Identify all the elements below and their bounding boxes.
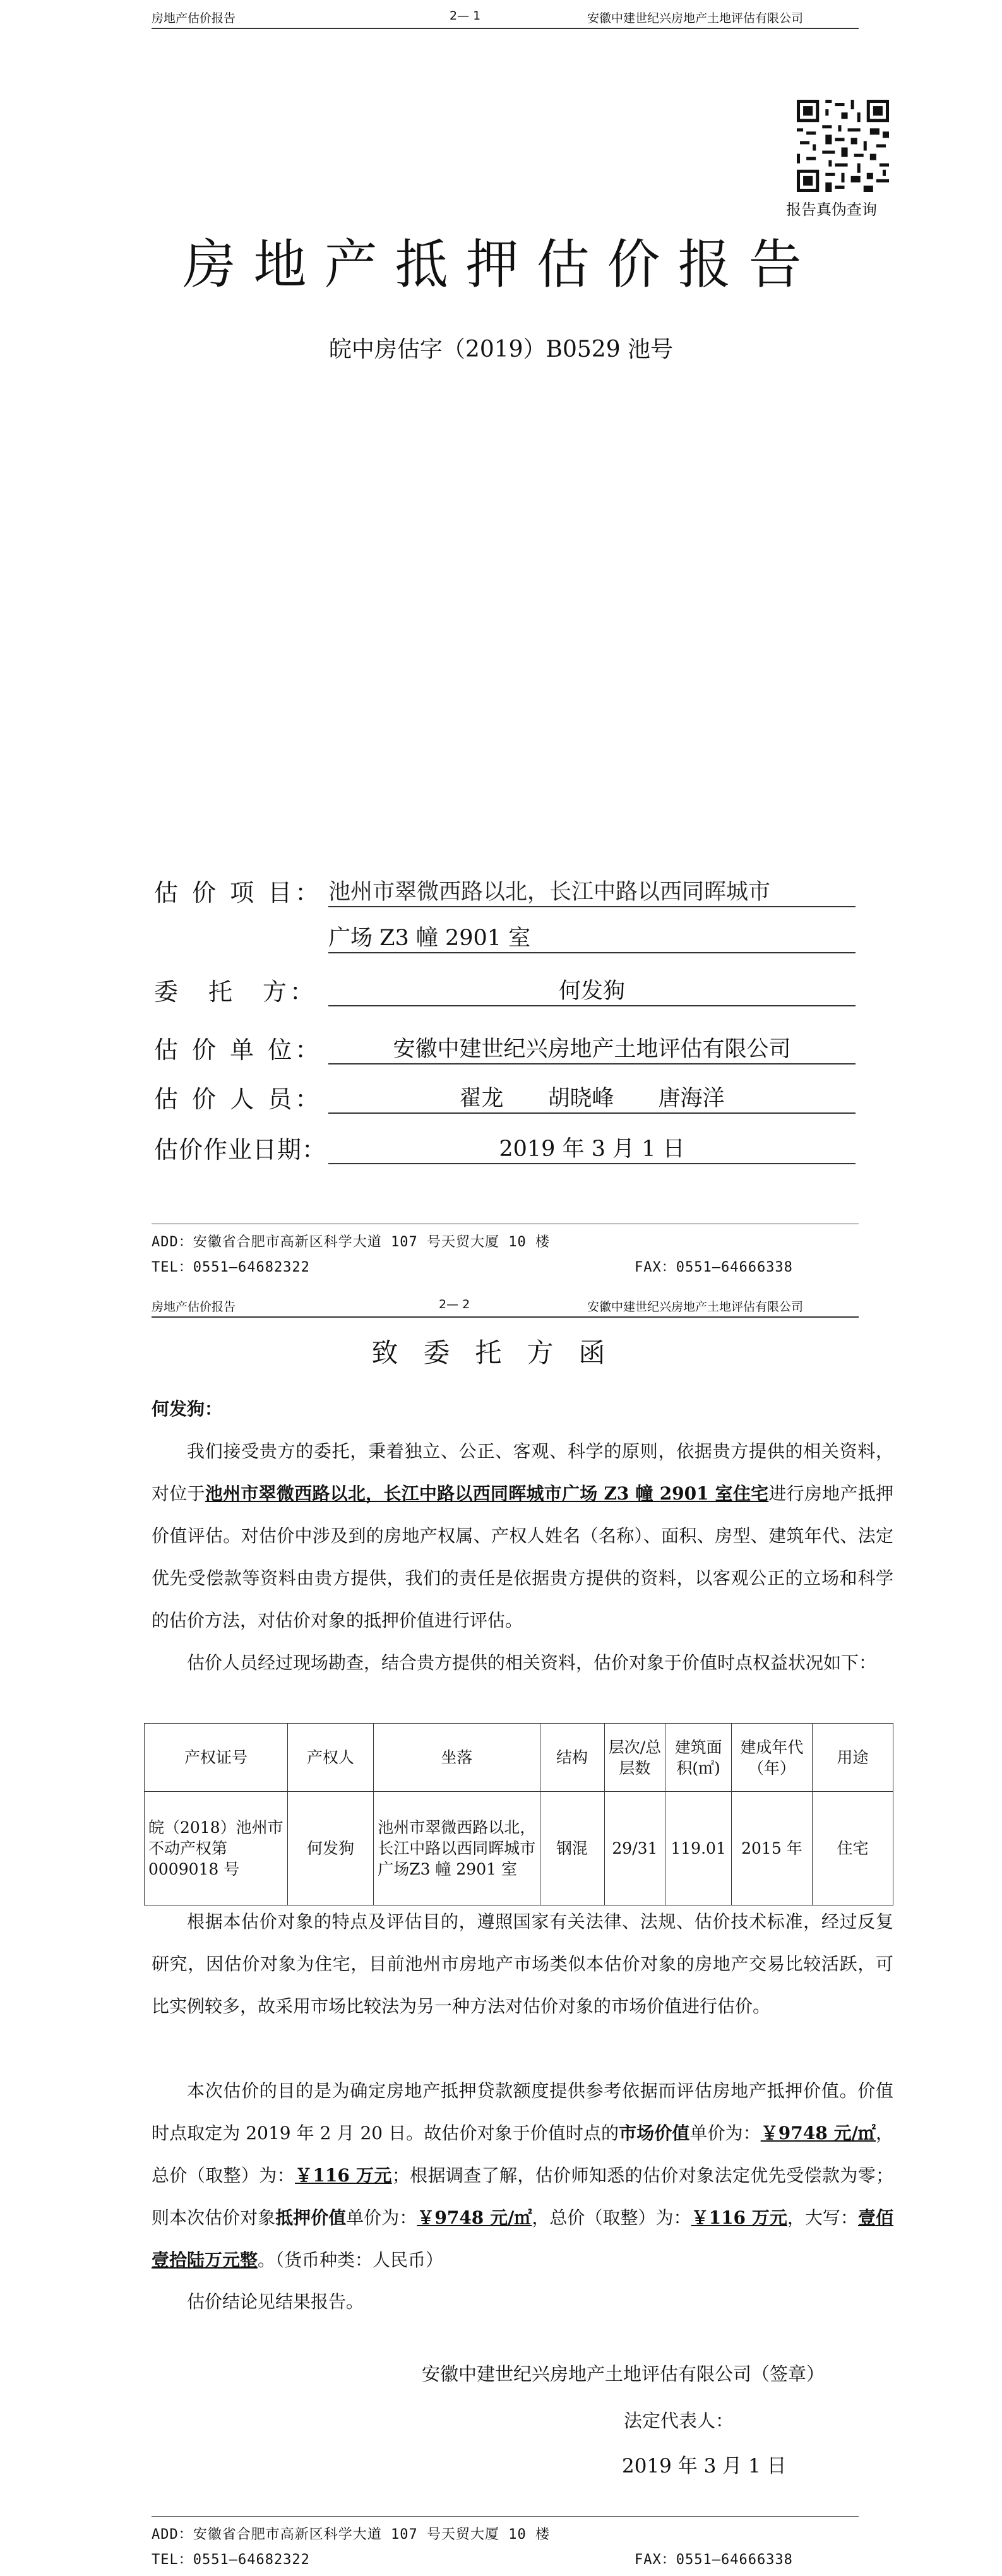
paragraph-3: 根据本估价对象的特点及评估目的，遵照国家有关法律、法规、估价技术标准，经过反复研究，因估价对象为住宅，目前池州市房地产市场类似本估价对象的房地产交易比较活跃，可比实例较多，故采用市场比较法为另一种方法对估价对象的市场价值进行估价。 — [152, 1911, 893, 2017]
footer-address: ADD：安徽省合肥市高新区科学大道 107 号天贸大厦 10 楼 — [152, 1234, 550, 1250]
field-label-appraiser-unit: 估 价 单 位： — [154, 1036, 323, 1064]
property-address: 池州市翠微西路以北，长江中路以西同晖城市广场 Z3 幢 2901 室住宅 — [205, 1483, 769, 1504]
market-total-price: ￥116 万元 — [295, 2165, 392, 2186]
report-title: 房地产抵押估价报告 — [182, 234, 820, 295]
header-right: 安徽中建世纪兴房地产土地评估有限公司 — [587, 1300, 804, 1314]
footer-fax: FAX：0551—64666338 — [635, 2552, 793, 2568]
field-label-appraisers: 估 价 人 员： — [154, 1085, 323, 1113]
signature-company: 安徽中建世纪兴房地产土地评估有限公司（签章） — [422, 2363, 825, 2385]
market-unit-price: ￥9748 元/㎡ — [760, 2123, 876, 2144]
mortgage-unit-price: ￥9748 元/㎡ — [417, 2207, 532, 2228]
table-header-row: 产权证号 产权人 坐落 结构 层次/总层数 建筑面积(㎡) 建成年代（年） 用途 — [145, 1724, 893, 1792]
amount-in-words: 壹佰壹拾陆万元整 — [152, 2207, 893, 2270]
footer-rule — [152, 2516, 859, 2517]
document-number: 皖中房估字（2019）B0529 池号 — [328, 337, 674, 362]
field-value-client: 何发狗 — [328, 974, 856, 1006]
field-label-work-date: 估价作业日期： — [154, 1136, 327, 1164]
field-label-project: 估 价 项 目： — [154, 879, 323, 907]
qr-caption: 报告真伪查询 — [786, 201, 877, 218]
qr-code-icon[interactable] — [797, 100, 889, 192]
field-label-client: 委 托 方： — [154, 978, 318, 1006]
header-left: 房地产估价报告 — [152, 1300, 236, 1314]
header-left: 房地产估价报告 — [152, 11, 236, 25]
paragraph-4: 本次估价的目的是为确定房地产抵押贷款额度提供参考依据而评估房地产抵押价值。价值时点取定为 2019 年 2 月 20 日。故估价对象于价值时点的市场价值单价为：￥9748 元/㎡，总价（取整）为：￥116 万元；根据调查了解，估价师知悉的估价对象法定优先受偿款为零；则本次估价对象抵押价值单价为：￥9748 元/㎡，总价（取整）为：￥116 万元，大写：壹佰壹拾陆万元整。（货币种类：人民币） — [152, 2080, 894, 2270]
mortgage-total-price: ￥116 万元 — [691, 2207, 787, 2228]
footer-tel: TEL：0551—64682322 — [152, 1260, 310, 1275]
paragraph-2: 估价人员经过现场勘查，结合贵方提供的相关资料，估价对象于价值时点权益状况如下： — [187, 1652, 877, 1673]
paragraph-5: 估价结论见结果报告。 — [187, 2291, 364, 2312]
footer-fax: FAX：0551—64666338 — [635, 1260, 793, 1275]
signature-date: 2019 年 3 月 1 日 — [622, 2455, 787, 2478]
paragraph-1: 我们接受贵方的委托，秉着独立、公正、客观、科学的原则，依据贵方提供的相关资料，对位于池州市翠微西路以北，长江中路以西同晖城市广场 Z3 幢 2901 室住宅进行房地产抵押价值评估。对估价中涉及到的房地产权属、产权人姓名（名称）、面积、房型、建筑年代、法定优先受偿款等资料由贵方提供，我们的责任是依据贵方提供的资料，以客观公正的立场和科学的估价方法，对估价对象的抵押价值进行评估。 — [152, 1441, 893, 1631]
field-value-project-line1: 池州市翠微西路以北，长江中路以西同晖城市 — [328, 874, 856, 907]
footer-address: ADD：安徽省合肥市高新区科学大道 107 号天贸大厦 10 楼 — [152, 2527, 550, 2543]
header-right: 安徽中建世纪兴房地产土地评估有限公司 — [587, 11, 804, 25]
header-page-number: 2— 2 — [439, 1297, 470, 1311]
field-value-appraisers: 翟龙 胡晓峰 唐海洋 — [328, 1081, 856, 1114]
salutation: 何发狗： — [152, 1398, 223, 1419]
letter-title: 致委托方函 — [371, 1337, 631, 1368]
header-rule — [152, 1316, 859, 1318]
footer-tel: TEL：0551—64682322 — [152, 2552, 310, 2568]
header-rule — [152, 28, 859, 29]
signature-representative: 法定代表人： — [624, 2410, 734, 2431]
table-row: 皖（2018）池州市不动产权第0009018 号 何发狗 池州市翠微西路以北，长江中路以西同晖城市广场Z3 幢 2901 室 钢混 29/31 119.01 2015 年 住宅 — [145, 1792, 893, 1905]
field-value-work-date: 2019 年 3 月 1 日 — [328, 1131, 856, 1164]
header-page-number: 2— 1 — [450, 9, 481, 23]
field-value-project-line2: 广场 Z3 幢 2901 室 — [328, 921, 856, 953]
property-table — [144, 1723, 893, 1905]
field-value-appraiser-unit: 安徽中建世纪兴房地产土地评估有限公司 — [328, 1032, 856, 1064]
